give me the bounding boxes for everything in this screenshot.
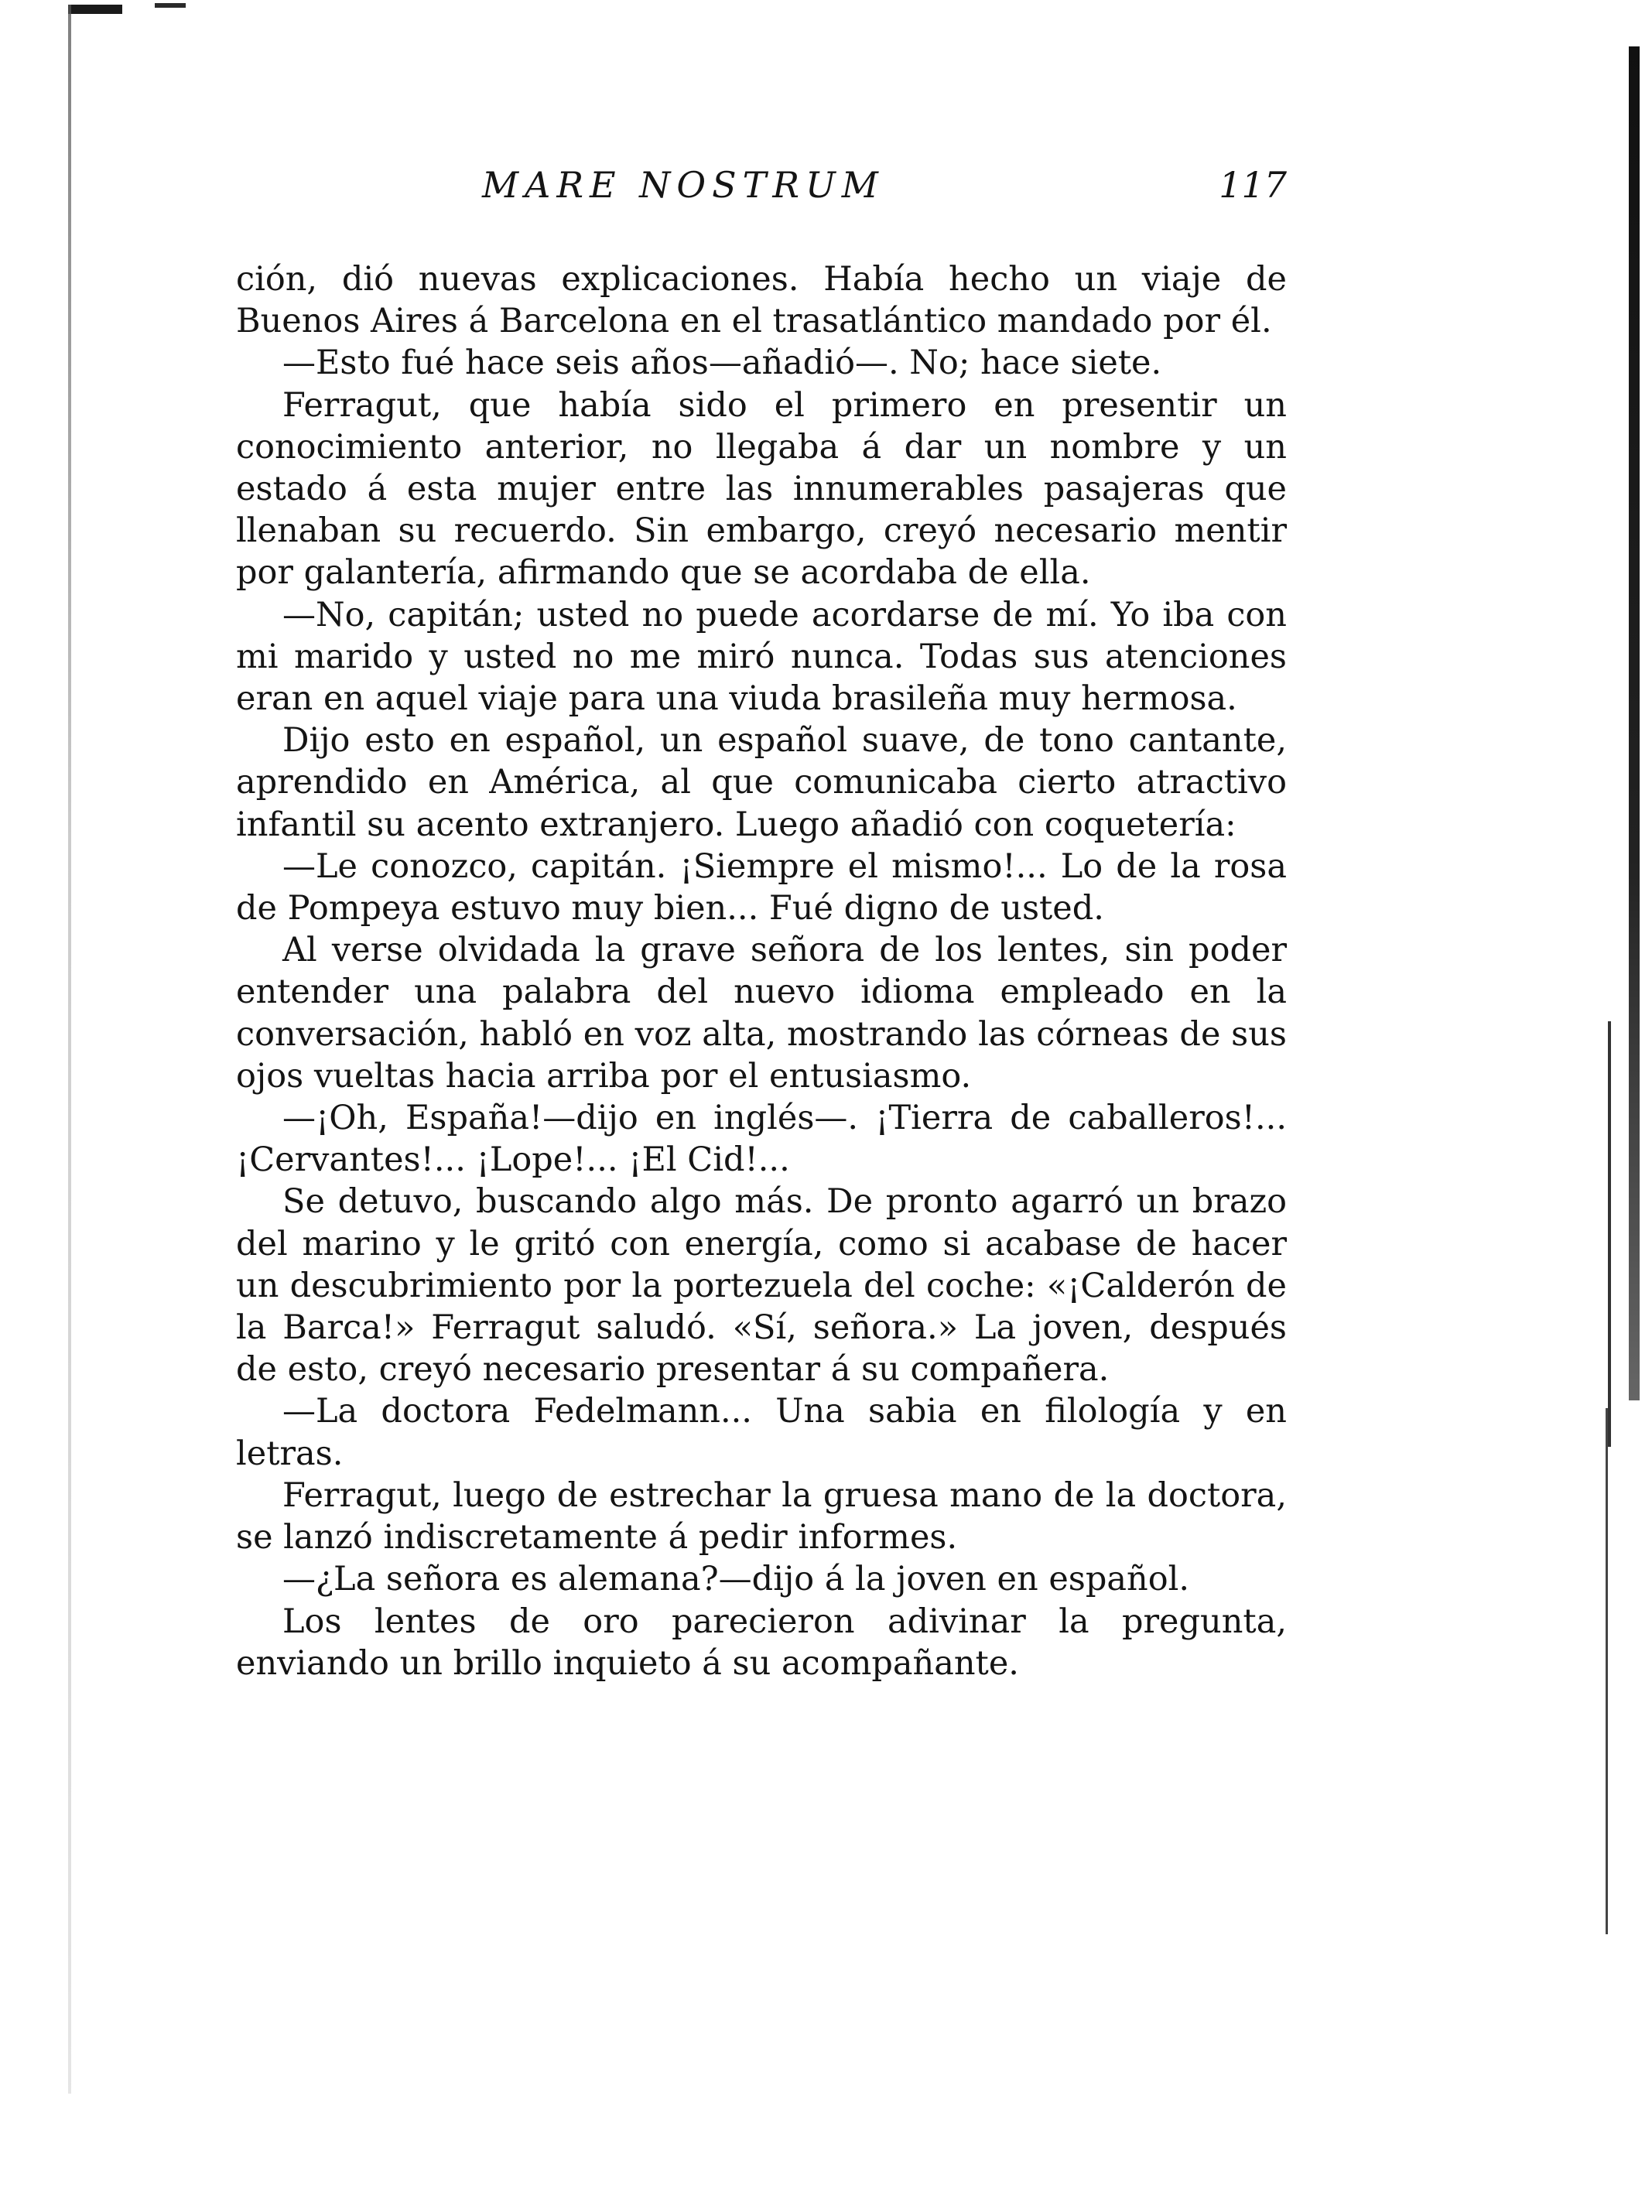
paragraph-12: —¿La señora es alemana?—dijo á la joven en español. bbox=[282, 1560, 1190, 1599]
scan-artifact-right-line bbox=[1608, 1021, 1611, 1447]
paragraph-11: Ferragut, luego de estrechar la gruesa mano de la doctora, se lanzó indiscretamente á pedir informes. bbox=[236, 1475, 1287, 1557]
paragraph-10: —La doctora Fedelmann... Una sabia en filología y en letras. bbox=[236, 1392, 1287, 1473]
paragraph-3: Ferragut, que había sido el primero en presentir un conocimiento anterior, no llegaba á dar un nombre y un estado á esta mujer entre las innumerables pasajeras que llenaban su recuerdo. Sin embargo, creyó necesario mentir por galantería, afirmando que se acordaba de ella. bbox=[236, 385, 1287, 593]
paragraph-2: —Esto fué hace seis años—añadió—. No; hace siete. bbox=[282, 344, 1162, 383]
paragraph-13: Los lentes de oro parecieron adivinar la pregunta, enviando un brillo inquieto á su acompañante. bbox=[236, 1602, 1287, 1683]
scan-artifact-left-edge bbox=[68, 5, 71, 2094]
paragraph-7: Al verse olvidada la grave señora de los lentes, sin poder entender una palabra del nuevo idioma empleado en la conversación, habló en voz alta, mostrando las córneas de sus ojos vueltas hacia arriba por el entusiasmo. bbox=[236, 931, 1287, 1096]
paragraph-6: —Le conozco, capitán. ¡Siempre el mismo!... Lo de la rosa de Pompeya estuvo muy bien... Fué digno de usted. bbox=[236, 846, 1287, 928]
scan-artifact-top bbox=[68, 5, 122, 14]
running-head bbox=[236, 164, 1287, 218]
scan-artifact-right-line-bottom bbox=[1606, 1408, 1608, 1934]
paragraph-9: Se detuvo, buscando algo más. De pronto agarró un brazo del marino y le gritó con energía, como si acabase de hacer un descubrimiento por la portezuela del coche: «¡Calderón de la Barca!» Ferragut saludó. «Sí, señora.» La joven, después de esto, creyó necesario presentar á su compañera. bbox=[236, 1182, 1287, 1390]
scan-artifact-right-edge bbox=[1629, 46, 1640, 1400]
running-title: MARE NOSTRUM bbox=[482, 164, 884, 206]
body-text bbox=[236, 258, 1287, 1684]
scan-artifact-top-small bbox=[155, 3, 186, 8]
paragraph-8: —¡Oh, España!—dijo en inglés—. ¡Tierra de caballeros!... ¡Cervantes!... ¡Lope!... ¡El Cid!... bbox=[236, 1099, 1287, 1180]
book-page bbox=[236, 164, 1287, 1684]
paragraph-4: —No, capitán; usted no puede acordarse de mí. Yo iba con mi marido y usted no me miró nunca. Todas sus atenciones eran en aquel viaje para una viuda brasileña muy hermosa. bbox=[236, 595, 1287, 719]
paragraph-1: ción, dió nuevas explicaciones. Había hecho un viaje de Buenos Aires á Barcelona en el trasatlántico mandado por él. bbox=[236, 260, 1287, 341]
page-number: 117 bbox=[1219, 164, 1287, 206]
paragraph-5: Dijo esto en español, un español suave, de tono cantante, aprendido en América, al que comunicaba cierto atractivo infantil su acento extranjero. Luego añadió con coquetería: bbox=[236, 721, 1287, 844]
